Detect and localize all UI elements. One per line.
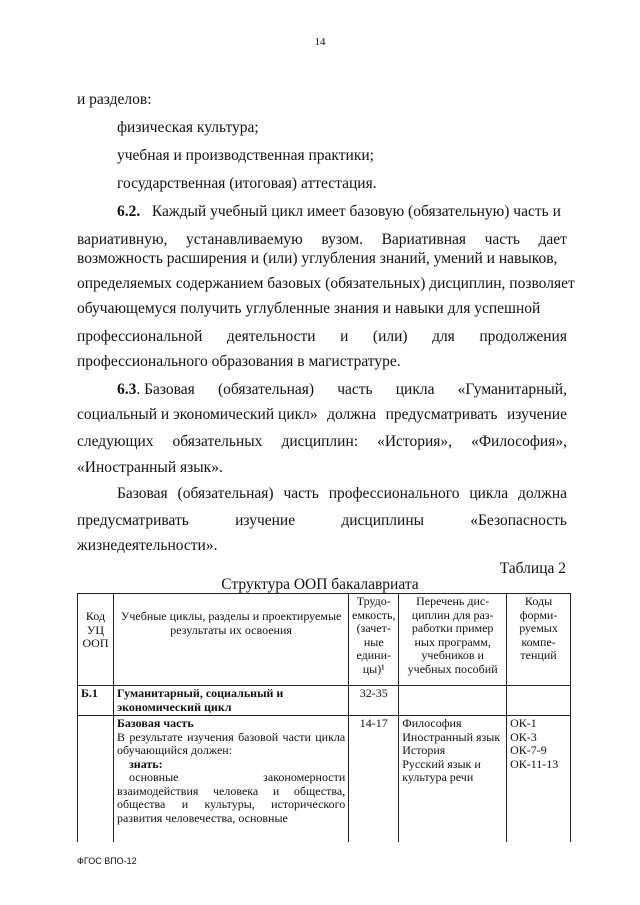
text-line: профессионального образования в магистратуре. [77,353,401,370]
text-line: государственная (итоговая) аттестация. [117,175,377,192]
text-line: жизнедеятельности». [77,537,218,554]
row-competences: ОК-1 ОК-3 ОК-7-9 ОК-11-13 [507,716,571,842]
row-credits: 14-17 [349,716,399,842]
text-line: социальный и экономический цикл» должна предусматривать изучение [77,406,567,423]
header-credits: Трудо- емкость, (зачет- ные едини- цы)¹ [349,594,399,686]
table-row [78,716,571,842]
text-line: профессиональной деятельности и (или) для продолжения [77,328,567,345]
text-line: и разделов: [77,91,152,108]
text-line: физическая культура; [117,119,259,136]
text-line: Базовая (обязательная) часть профессионального цикла должна [117,485,567,502]
section-number: 6.2. [117,203,141,220]
text-line: вариативную, устанавливаемую вузом. Вариативная часть дает [77,231,567,248]
text-line: предусматривать изучение дисциплины «Безопасность [77,512,567,529]
table-header-row [78,594,571,686]
row-credits: 32-35 [349,686,399,716]
page-number: 14 [314,36,326,48]
row-title: Гуманитарный, социальный и экономический цикл [113,686,348,716]
section-number: 6.3 [117,381,137,398]
row-disciplines: Философия Иностранный язык История Русский язык и культура речи [399,716,507,842]
header-competences: Коды форми- руемых компе- тенций [507,594,571,686]
text-line: «Иностранный язык». [77,459,223,476]
table-label: Таблица 2 [499,560,566,577]
text-line: обучающемуся получить углубленные знания и навыки для успешной [77,300,541,317]
text-line: 6.3. Базовая (обязательная) часть цикла «Гуманитарный, [117,381,567,398]
structure-table [77,593,571,842]
header-cycles: Учебные циклы, разделы и проектируемые результаты их освоения [113,594,348,686]
row-description: Базовая часть В результате изучения базовой части цикла обучающийся должен: знать: основные закономерности взаимодействия человека и общества, общества и культуры, исторического развития человечества, основные [113,716,348,842]
text-line: следующих обязательных дисциплин: «История», «Философия», [77,433,567,450]
header-disciplines: Перечень дис- циплин для раз- работки пример ных программ, учебников и учебных пособий [399,594,507,686]
table-row [78,686,571,716]
text-line: учебная и производственная практики; [117,147,374,164]
text-line: 6.2. Каждый учебный цикл имеет базовую (обязательную) часть и [117,203,561,220]
row-code: Б.1 [78,686,114,716]
footer-label: ФГОС ВПО-12 [77,856,137,866]
header-code: Код УЦ ООП [78,594,114,686]
table-caption: Структура ООП бакалавриата [221,576,419,593]
text-line: возможность расширения и (или) углубления знаний, умений и навыков, [77,250,558,267]
text-line: определяемых содержанием базовых (обязательных) дисциплин, позволяет [77,275,575,292]
